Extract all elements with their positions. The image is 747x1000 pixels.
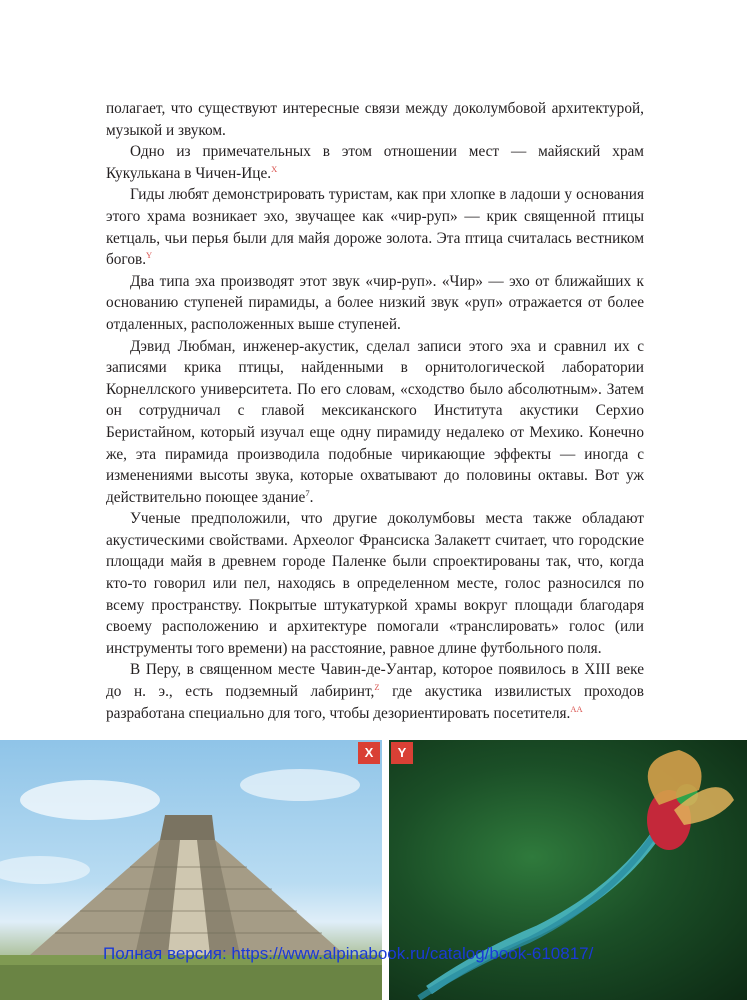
paragraph-text: В Перу, в священном месте Чавин-де-Уантар, которое появилось в XIII веке до н. э., есть подземный лабиринт, — [106, 661, 644, 701]
paragraph — [106, 98, 644, 141]
footnote-reference[interactable]: 7 — [305, 487, 310, 498]
full-version-link[interactable]: Полная версия: https://www.alpinabook.ru/catalog/book-610817/ — [103, 944, 594, 963]
figure-y-badge: Y — [391, 742, 413, 764]
paragraph — [106, 141, 644, 184]
body-text — [106, 98, 644, 724]
paragraph-text: . — [309, 488, 314, 506]
figure-reference[interactable]: Z — [374, 681, 380, 692]
paragraph-text: где акустика извилистых проходов разработана специально для того, чтобы дезориентировать посетителя. — [106, 683, 644, 722]
paragraph — [106, 659, 644, 724]
paragraph — [106, 184, 644, 270]
paragraph — [106, 508, 644, 659]
paragraph-text: Одно из примечательных в этом отношении мест — майяский храм Кукулькана в Чичен-Ице. — [106, 143, 644, 182]
figure-reference[interactable]: X — [271, 163, 278, 174]
paragraph — [106, 271, 644, 336]
figure-reference[interactable]: Y — [146, 250, 153, 261]
figure-reference[interactable]: AA — [570, 703, 583, 714]
paragraph — [106, 336, 644, 509]
paragraph-text: Гиды любят демонстрировать туристам, как при хлопке в ладоши у основания этого храма возникает эхо, звучащее как «чир-руп» — крик священной птицы кетцаль, чьи перья были для майя дороже золота. Эта птица считалась вестником богов. — [106, 186, 644, 269]
paragraph-text: полагает, что существуют интересные связи между доколумбовой архитектурой, музыкой и звуком. — [106, 100, 644, 139]
paragraph-text: Два типа эха производят этот звук «чир-руп». «Чир» — эхо от ближайших к основанию ступеней пирамиды, а более низкий звук «руп» отражается от более отдаленных, расположенных выше ступеней. — [106, 272, 644, 333]
paragraph-text: Дэвид Любман, инженер-акустик, сделал записи этого эха и сравнил их с записями крика птицы, найденными в орнитологической лаборатории Корнеллского университета. По его словам, «сходство было абсолютным». Затем он сотрудничал с главой мексиканского Института акустики Серхио Беристайном, который изучал еще одну пирамиду недалеко от Мехико. Конечно же, эта пирамида производила подобные чирикающие эффекты — иногда с изменениями высоты звука, которые охватывают до половины октавы. Вот уж действительно поющее здание — [106, 337, 644, 506]
paragraph-text: Ученые предположили, что другие доколумбовы места также обладают акустическими свойствами. Археолог Франсиска Залакетт считает, что городские площади майя в древнем городе Паленке были спроектированы так, что, когда кто-то говорил или пел, находясь в определенном месте, голос разносился по всему пространству. Покрытые штукатуркой храмы вокруг площади благодаря своему расположению и архитектуре помогали «транслировать» голос (или инструменты того времени) на расстояние, равное длине футбольного поля. — [106, 510, 644, 657]
figure-x-badge: X — [358, 742, 380, 764]
